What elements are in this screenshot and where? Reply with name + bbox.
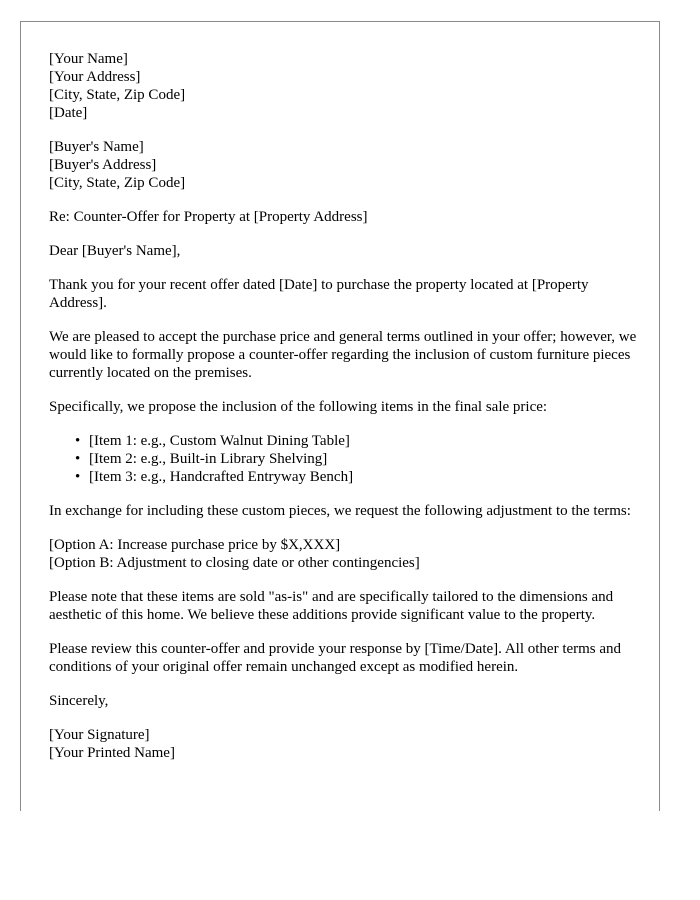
sender-block — [49, 50, 649, 122]
paragraph-response: Please review this counter-offer and provide your response by [Time/Date]. All other terms and conditions of your original offer remain unchanged except as modified herein. — [49, 641, 622, 675]
closing: Sincerely, — [49, 693, 109, 709]
option-a: [Option A: Increase purchase price by $X,XXX] — [49, 537, 341, 553]
item-text: [Item 3: e.g., Handcrafted Entryway Bench] — [89, 469, 354, 485]
item-text: [Item 1: e.g., Custom Walnut Dining Table] — [89, 433, 350, 449]
paragraph-exchange: In exchange for including these custom pieces, we request the following adjustment to the terms: — [49, 503, 631, 519]
signature-line: [Your Signature] — [49, 727, 150, 743]
items-list — [49, 432, 649, 486]
recipient-block — [49, 138, 649, 192]
bullet-icon: • — [75, 469, 81, 485]
bullet-icon: • — [75, 451, 81, 467]
sender-name: [Your Name] — [49, 51, 128, 67]
sender-address: [Your Address] — [49, 69, 141, 85]
list-item — [75, 468, 649, 486]
recipient-city-state-zip: [City, State, Zip Code] — [49, 175, 186, 191]
item-text: [Item 2: e.g., Built-in Library Shelving] — [89, 451, 328, 467]
paragraph-items-intro: Specifically, we propose the inclusion of the following items in the final sale price: — [49, 399, 548, 415]
salutation: Dear [Buyer's Name], — [49, 243, 181, 259]
letter-date: [Date] — [49, 105, 88, 121]
recipient-name: [Buyer's Name] — [49, 139, 144, 155]
letter-body — [49, 50, 649, 778]
sender-city-state-zip: [City, State, Zip Code] — [49, 87, 186, 103]
letter-page — [20, 21, 660, 811]
signature-block — [49, 726, 649, 762]
printed-name: [Your Printed Name] — [49, 745, 175, 761]
list-item — [75, 432, 649, 450]
paragraph-as-is: Please note that these items are sold "as-is" and are specifically tailored to the dimensions and aesthetic of this home. We believe these additions provide significant value to the property. — [49, 589, 614, 623]
recipient-address: [Buyer's Address] — [49, 157, 157, 173]
bullet-icon: • — [75, 433, 81, 449]
list-item — [75, 450, 649, 468]
option-b: [Option B: Adjustment to closing date or other contingencies] — [49, 555, 420, 571]
paragraph-counter-offer: We are pleased to accept the purchase price and general terms outlined in your offer; however, we would like to formally propose a counter-offer regarding the inclusion of custom furniture pieces currently located on the premises. — [49, 329, 637, 381]
paragraph-offer-thanks: Thank you for your recent offer dated [Date] to purchase the property located at [Property Address]. — [49, 277, 589, 311]
subject-line: Re: Counter-Offer for Property at [Property Address] — [49, 209, 368, 225]
options-block — [49, 536, 649, 572]
